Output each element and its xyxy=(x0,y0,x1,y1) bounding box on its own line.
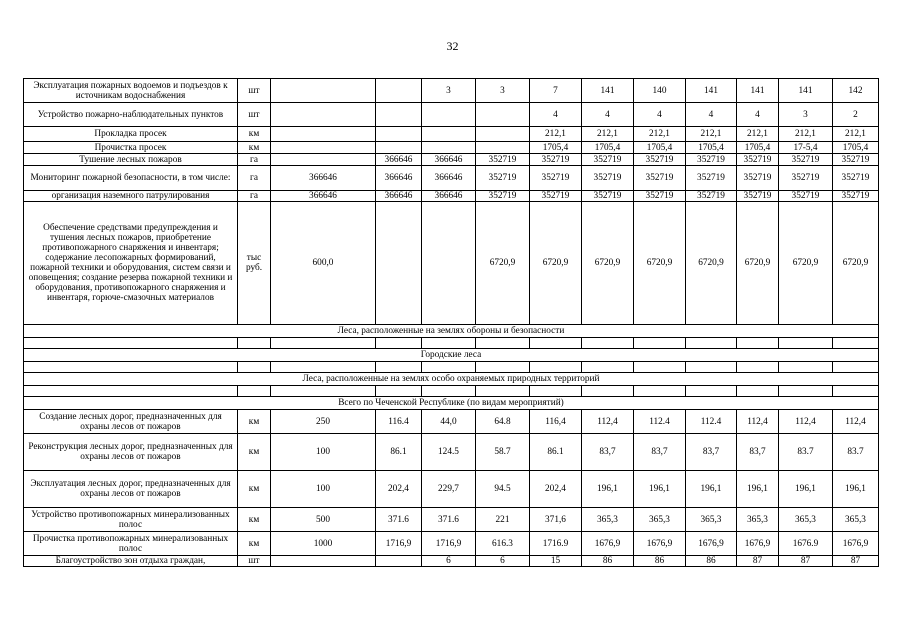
unit-cell: шт xyxy=(238,103,271,127)
value-cell: 366646 xyxy=(422,166,476,191)
empty-cell xyxy=(476,338,530,349)
section-title: Городские леса xyxy=(24,349,879,362)
value-cell: 112,4 xyxy=(833,410,879,434)
value-cell: 221 xyxy=(476,508,530,532)
empty-cell xyxy=(271,386,376,397)
value-cell: 212,1 xyxy=(779,127,833,142)
value-cell: 500 xyxy=(271,508,376,532)
value-cell xyxy=(376,142,422,154)
measure-name-cell: Устройство противопожарных минерализованных полос xyxy=(24,508,238,532)
value-cell: 94.5 xyxy=(476,471,530,508)
empty-row xyxy=(24,338,879,349)
value-cell: 250 xyxy=(271,410,376,434)
value-cell: 141 xyxy=(686,79,737,103)
table-row xyxy=(24,532,879,556)
empty-cell xyxy=(833,386,879,397)
table-row xyxy=(24,471,879,508)
value-cell: 87 xyxy=(779,556,833,567)
measure-name-cell: организация наземного патрулирования xyxy=(24,191,238,202)
value-cell: 140 xyxy=(634,79,686,103)
value-cell: 1676,9 xyxy=(737,532,779,556)
value-cell: 352719 xyxy=(634,191,686,202)
empty-cell xyxy=(376,362,422,373)
value-cell: 3 xyxy=(476,79,530,103)
value-cell: 1676,9 xyxy=(833,532,879,556)
unit-cell: тыс руб. xyxy=(238,202,271,325)
table-row xyxy=(24,103,879,127)
empty-cell xyxy=(476,362,530,373)
value-cell: 83.7 xyxy=(833,434,879,471)
section-title: Всего по Чеченской Республике (по видам мероприятий) xyxy=(24,397,879,410)
value-cell: 352719 xyxy=(737,154,779,166)
value-cell: 87 xyxy=(833,556,879,567)
value-cell: 141 xyxy=(582,79,634,103)
value-cell xyxy=(422,103,476,127)
empty-cell xyxy=(376,386,422,397)
value-cell: 1705,4 xyxy=(686,142,737,154)
measure-name-cell: Тушение лесных пожаров xyxy=(24,154,238,166)
value-cell: 1705,4 xyxy=(530,142,582,154)
empty-cell xyxy=(833,338,879,349)
table-row xyxy=(24,556,879,567)
value-cell: 86.1 xyxy=(376,434,422,471)
value-cell: 352719 xyxy=(530,154,582,166)
value-cell: 83,7 xyxy=(737,434,779,471)
value-cell xyxy=(376,79,422,103)
value-cell: 352719 xyxy=(530,166,582,191)
unit-cell: шт xyxy=(238,556,271,567)
value-cell: 352719 xyxy=(779,166,833,191)
value-cell: 352719 xyxy=(833,166,879,191)
value-cell: 116,4 xyxy=(530,410,582,434)
value-cell: 1676,9 xyxy=(634,532,686,556)
value-cell: 352719 xyxy=(634,166,686,191)
value-cell: 6720,9 xyxy=(833,202,879,325)
value-cell: 6 xyxy=(422,556,476,567)
empty-cell xyxy=(686,338,737,349)
value-cell: 616.3 xyxy=(476,532,530,556)
value-cell: 371.6 xyxy=(422,508,476,532)
measure-name-cell: Прочистка просек xyxy=(24,142,238,154)
section-header-row xyxy=(24,373,879,386)
value-cell: 229,7 xyxy=(422,471,476,508)
value-cell: 371.6 xyxy=(376,508,422,532)
value-cell: 6720,9 xyxy=(582,202,634,325)
value-cell: 196,1 xyxy=(582,471,634,508)
unit-cell: га xyxy=(238,154,271,166)
value-cell: 196,1 xyxy=(737,471,779,508)
table-row xyxy=(24,508,879,532)
empty-cell xyxy=(582,338,634,349)
value-cell: 2 xyxy=(833,103,879,127)
value-cell: 352719 xyxy=(779,154,833,166)
measure-name-cell: Реконструкция лесных дорог, предназначенных для охраны лесов от пожаров xyxy=(24,434,238,471)
value-cell: 212,1 xyxy=(634,127,686,142)
table-row xyxy=(24,154,879,166)
value-cell: 352719 xyxy=(530,191,582,202)
section-header-row xyxy=(24,325,879,338)
value-cell: 44,0 xyxy=(422,410,476,434)
empty-cell xyxy=(833,362,879,373)
value-cell: 196,1 xyxy=(833,471,879,508)
value-cell: 1705,4 xyxy=(833,142,879,154)
measure-name-cell: Прокладка просек xyxy=(24,127,238,142)
measure-name-cell: Прочистка противопожарных минерализованных полос xyxy=(24,532,238,556)
value-cell: 58.7 xyxy=(476,434,530,471)
value-cell: 352719 xyxy=(582,166,634,191)
value-cell xyxy=(422,127,476,142)
value-cell: 1716,9 xyxy=(376,532,422,556)
value-cell: 202,4 xyxy=(530,471,582,508)
value-cell xyxy=(476,103,530,127)
empty-cell xyxy=(24,338,238,349)
value-cell: 365,3 xyxy=(634,508,686,532)
value-cell xyxy=(271,556,376,567)
value-cell xyxy=(422,142,476,154)
value-cell: 371,6 xyxy=(530,508,582,532)
value-cell: 6 xyxy=(476,556,530,567)
unit-cell: га xyxy=(238,166,271,191)
value-cell: 212,1 xyxy=(737,127,779,142)
value-cell: 4 xyxy=(582,103,634,127)
unit-cell: км xyxy=(238,471,271,508)
value-cell: 352719 xyxy=(833,191,879,202)
empty-cell xyxy=(422,338,476,349)
measure-name-cell: Устройство пожарно-наблюдательных пунктов xyxy=(24,103,238,127)
value-cell: 100 xyxy=(271,471,376,508)
empty-cell xyxy=(24,362,238,373)
value-cell: 83,7 xyxy=(582,434,634,471)
value-cell: 196,1 xyxy=(634,471,686,508)
empty-cell xyxy=(582,386,634,397)
value-cell: 83,7 xyxy=(634,434,686,471)
value-cell: 365,3 xyxy=(582,508,634,532)
value-cell: 142 xyxy=(833,79,879,103)
value-cell: 3 xyxy=(779,103,833,127)
value-cell xyxy=(271,127,376,142)
value-cell xyxy=(376,202,422,325)
measure-name-cell: Эксплуатация пожарных водоемов и подъездов к источникам водоснабжения xyxy=(24,79,238,103)
value-cell: 366646 xyxy=(422,154,476,166)
empty-cell xyxy=(779,362,833,373)
value-cell: 212,1 xyxy=(686,127,737,142)
value-cell: 366646 xyxy=(271,191,376,202)
empty-cell xyxy=(737,338,779,349)
unit-cell: км xyxy=(238,127,271,142)
empty-cell xyxy=(422,362,476,373)
value-cell: 366646 xyxy=(422,191,476,202)
table-row xyxy=(24,191,879,202)
value-cell: 112.4 xyxy=(686,410,737,434)
empty-cell xyxy=(737,386,779,397)
value-cell: 1676,9 xyxy=(686,532,737,556)
table-row xyxy=(24,166,879,191)
value-cell: 124.5 xyxy=(422,434,476,471)
empty-cell xyxy=(737,362,779,373)
value-cell: 352719 xyxy=(779,191,833,202)
value-cell: 1716,9 xyxy=(422,532,476,556)
value-cell: 1676.9 xyxy=(779,532,833,556)
value-cell: 112,4 xyxy=(779,410,833,434)
empty-cell xyxy=(779,386,833,397)
unit-cell: км xyxy=(238,434,271,471)
value-cell xyxy=(376,556,422,567)
value-cell: 352719 xyxy=(686,166,737,191)
value-cell: 6720,9 xyxy=(779,202,833,325)
value-cell xyxy=(476,127,530,142)
value-cell: 86 xyxy=(634,556,686,567)
value-cell: 1000 xyxy=(271,532,376,556)
unit-cell: шт xyxy=(238,79,271,103)
empty-cell xyxy=(238,386,271,397)
value-cell xyxy=(422,202,476,325)
value-cell: 83,7 xyxy=(686,434,737,471)
value-cell: 3 xyxy=(422,79,476,103)
value-cell: 352719 xyxy=(476,166,530,191)
value-cell: 212,1 xyxy=(530,127,582,142)
empty-cell xyxy=(686,362,737,373)
value-cell: 352719 xyxy=(737,166,779,191)
value-cell: 352719 xyxy=(634,154,686,166)
value-cell: 212,1 xyxy=(582,127,634,142)
empty-cell xyxy=(530,386,582,397)
empty-cell xyxy=(376,338,422,349)
value-cell: 116.4 xyxy=(376,410,422,434)
value-cell xyxy=(271,142,376,154)
empty-row xyxy=(24,362,879,373)
value-cell: 4 xyxy=(530,103,582,127)
measures-table xyxy=(23,78,879,567)
empty-cell xyxy=(271,338,376,349)
value-cell: 196,1 xyxy=(779,471,833,508)
measure-name-cell: Создание лесных дорог, предназначенных для охраны лесов от пожаров xyxy=(24,410,238,434)
empty-cell xyxy=(238,362,271,373)
empty-row xyxy=(24,386,879,397)
value-cell: 366646 xyxy=(271,166,376,191)
value-cell: 1716.9 xyxy=(530,532,582,556)
value-cell: 1705,4 xyxy=(634,142,686,154)
value-cell xyxy=(476,142,530,154)
measure-name-cell: Обеспечение средствами предупреждения и тушения лесных пожаров, приобретение противопожарного снаряжения и инвентаря; содержание лесопожарных формирований, пожарной техники и оборудования, систем связи и оповещения; создание резерва пожарной техники и оборудования, противопожарного снаряжения и инвентаря, горюче-смазочных материалов xyxy=(24,202,238,325)
empty-cell xyxy=(634,338,686,349)
value-cell: 365,3 xyxy=(779,508,833,532)
value-cell: 196,1 xyxy=(686,471,737,508)
section-header-row xyxy=(24,349,879,362)
value-cell: 366646 xyxy=(376,166,422,191)
value-cell: 4 xyxy=(634,103,686,127)
unit-cell: га xyxy=(238,191,271,202)
value-cell: 83.7 xyxy=(779,434,833,471)
table-row xyxy=(24,434,879,471)
value-cell: 212,1 xyxy=(833,127,879,142)
unit-cell: км xyxy=(238,532,271,556)
empty-cell xyxy=(476,386,530,397)
value-cell xyxy=(271,154,376,166)
unit-cell: км xyxy=(238,508,271,532)
value-cell: 365,3 xyxy=(686,508,737,532)
empty-cell xyxy=(422,386,476,397)
table-row xyxy=(24,410,879,434)
value-cell: 352719 xyxy=(686,154,737,166)
page-number: 32 xyxy=(446,39,459,53)
value-cell: 352719 xyxy=(476,191,530,202)
value-cell: 4 xyxy=(737,103,779,127)
empty-cell xyxy=(634,362,686,373)
value-cell xyxy=(376,127,422,142)
value-cell: 365,3 xyxy=(737,508,779,532)
measure-name-cell: Эксплуатация лесных дорог, предназначенных для охраны лесов от пожаров xyxy=(24,471,238,508)
value-cell: 6720,9 xyxy=(530,202,582,325)
value-cell: 86.1 xyxy=(530,434,582,471)
table-row xyxy=(24,127,879,142)
table-row xyxy=(24,79,879,103)
empty-cell xyxy=(271,362,376,373)
measure-name-cell: Мониторинг пожарной безопасности, в том числе: xyxy=(24,166,238,191)
value-cell xyxy=(271,103,376,127)
empty-cell xyxy=(779,338,833,349)
value-cell: 112,4 xyxy=(582,410,634,434)
unit-cell: км xyxy=(238,142,271,154)
unit-cell: км xyxy=(238,410,271,434)
value-cell: 1705,4 xyxy=(582,142,634,154)
section-title: Леса, расположенные на землях обороны и безопасности xyxy=(24,325,879,338)
value-cell: 1705,4 xyxy=(737,142,779,154)
table-body xyxy=(24,79,879,567)
empty-cell xyxy=(530,362,582,373)
value-cell: 352719 xyxy=(582,154,634,166)
value-cell: 6720,9 xyxy=(634,202,686,325)
empty-cell xyxy=(686,386,737,397)
value-cell xyxy=(271,79,376,103)
value-cell: 64.8 xyxy=(476,410,530,434)
value-cell: 352719 xyxy=(582,191,634,202)
value-cell: 112,4 xyxy=(737,410,779,434)
section-title: Леса, расположенные на землях особо охраняемых природных территорий xyxy=(24,373,879,386)
value-cell: 86 xyxy=(582,556,634,567)
table-row xyxy=(24,202,879,325)
value-cell: 141 xyxy=(737,79,779,103)
value-cell: 100 xyxy=(271,434,376,471)
value-cell: 600,0 xyxy=(271,202,376,325)
empty-cell xyxy=(582,362,634,373)
value-cell: 352719 xyxy=(686,191,737,202)
value-cell: 15 xyxy=(530,556,582,567)
empty-cell xyxy=(238,338,271,349)
value-cell: 1676,9 xyxy=(582,532,634,556)
value-cell: 4 xyxy=(686,103,737,127)
value-cell: 112.4 xyxy=(634,410,686,434)
value-cell: 141 xyxy=(779,79,833,103)
value-cell: 366646 xyxy=(376,154,422,166)
measure-name-cell: Благоустройство зон отдыха граждан, xyxy=(24,556,238,567)
value-cell: 6720,9 xyxy=(686,202,737,325)
value-cell: 6720,9 xyxy=(476,202,530,325)
value-cell: 17-5,4 xyxy=(779,142,833,154)
empty-cell xyxy=(24,386,238,397)
table-row xyxy=(24,142,879,154)
value-cell: 365,3 xyxy=(833,508,879,532)
value-cell: 87 xyxy=(737,556,779,567)
value-cell: 352719 xyxy=(737,191,779,202)
value-cell: 352719 xyxy=(833,154,879,166)
value-cell: 202,4 xyxy=(376,471,422,508)
value-cell xyxy=(376,103,422,127)
value-cell: 366646 xyxy=(376,191,422,202)
empty-cell xyxy=(530,338,582,349)
value-cell: 352719 xyxy=(476,154,530,166)
empty-cell xyxy=(634,386,686,397)
value-cell: 7 xyxy=(530,79,582,103)
value-cell: 6720,9 xyxy=(737,202,779,325)
value-cell: 86 xyxy=(686,556,737,567)
section-header-row xyxy=(24,397,879,410)
